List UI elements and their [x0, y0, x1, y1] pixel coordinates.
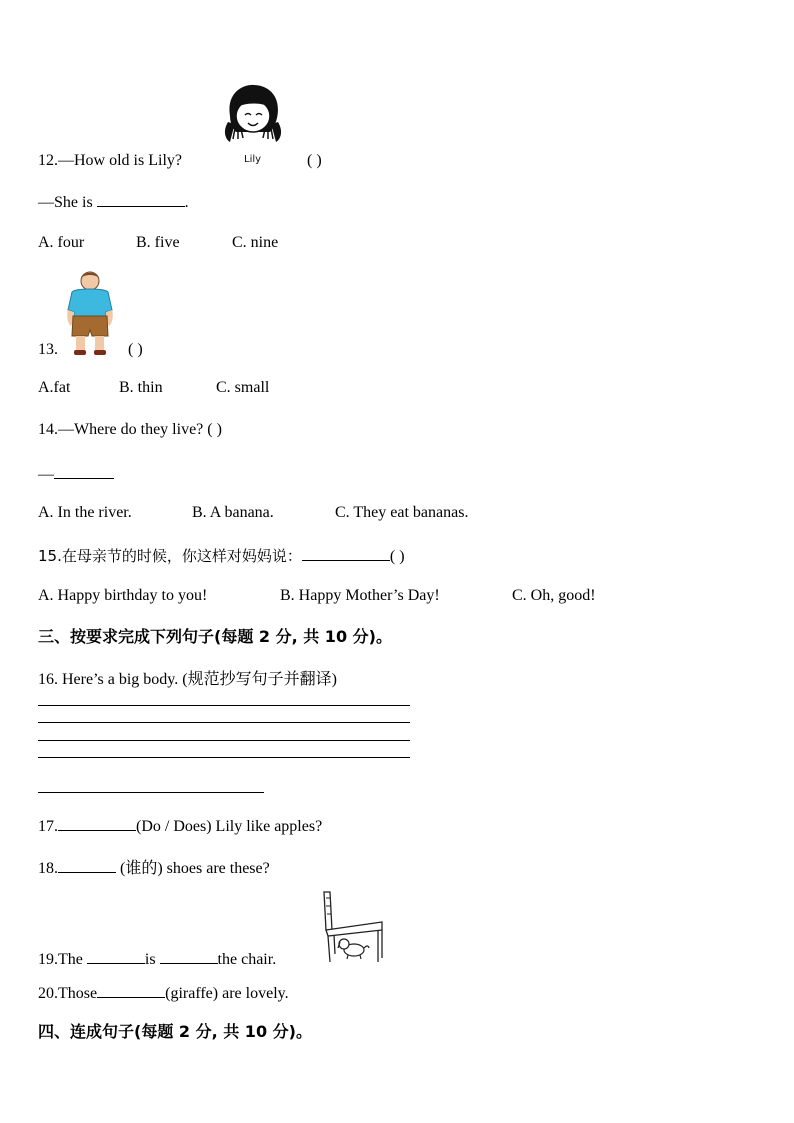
q19-blank-2[interactable] [160, 948, 218, 964]
q15-option-c[interactable]: C. Oh, good! [512, 587, 596, 604]
q18 [38, 857, 270, 879]
lily-girl-image [220, 82, 286, 166]
q12-paren: ( ) [307, 152, 322, 169]
q12-option-b[interactable]: B. five [136, 234, 180, 251]
q12-answer-prefix: —She is [38, 194, 93, 211]
q18-blank[interactable] [58, 857, 116, 873]
q14-option-c[interactable]: C. They eat bananas. [335, 504, 469, 521]
q20-prefix: 20.Those [38, 985, 98, 1002]
q16-writing-line-3[interactable] [38, 740, 410, 741]
q13-option-b[interactable]: B. thin [119, 379, 163, 396]
q12-question-text: 12.—How old is Lily? [38, 152, 182, 169]
q16-writing-line-2[interactable] [38, 722, 410, 723]
section4-heading: 四、连成句子(每题 2 分, 共 10 分)。 [38, 1022, 312, 1041]
q13-option-a[interactable]: A.fat [38, 379, 71, 396]
q13-paren: ( ) [128, 341, 143, 358]
q16-writing-line-1[interactable] [38, 705, 410, 706]
lily-caption: Lily [244, 154, 262, 165]
q15-question [38, 545, 405, 567]
q20-blank[interactable] [97, 982, 165, 998]
q19-blank-1[interactable] [87, 948, 145, 964]
q19-end: the chair. [217, 951, 277, 968]
q16-text-content: 16. Here’s a big body. (规范抄写句子并翻译) [38, 671, 337, 688]
section3-heading: 三、按要求完成下列句子(每题 2 分, 共 10 分)。 [38, 627, 392, 646]
q19 [38, 948, 276, 970]
q14-answer-blank[interactable] [54, 463, 114, 479]
q12-answer-blank[interactable] [97, 191, 185, 207]
q15-option-a[interactable]: A. Happy birthday to you! [38, 587, 208, 604]
q14-question-text: 14.—Where do they live? [38, 421, 204, 438]
q18-number: 18. [38, 860, 58, 877]
q15-answer-blank[interactable] [302, 545, 390, 561]
q14-option-a[interactable]: A. In the river. [38, 504, 132, 521]
chair-dog-image [320, 890, 386, 964]
q19-mid: is [144, 951, 156, 968]
q13-number: 13. [38, 341, 58, 358]
q16-translation-line[interactable] [38, 792, 264, 793]
q17-text: (Do / Does) Lily like apples? [136, 818, 323, 835]
q12-answer-end: . [184, 194, 189, 211]
q14-option-b[interactable]: B. A banana. [192, 504, 274, 521]
q17-blank[interactable] [58, 815, 136, 831]
q17-number: 17. [38, 818, 58, 835]
q12-option-a[interactable]: A. four [38, 234, 85, 251]
q16-text [38, 670, 337, 690]
q15-question-text: 15.在母亲节的时候，你这样对妈妈说： [38, 547, 302, 565]
q14-answer-prefix: — [38, 466, 54, 483]
q12-question [38, 151, 182, 171]
q12-option-c[interactable]: C. nine [232, 234, 279, 251]
q16-writing-line-4[interactable] [38, 757, 410, 758]
q14-paren: ( ) [207, 421, 222, 438]
q18-text: (谁的) shoes are these? [120, 860, 270, 877]
q13-option-c[interactable]: C. small [216, 379, 270, 396]
q17 [38, 815, 322, 837]
q20-text: (giraffe) are lovely. [165, 985, 289, 1002]
q15-paren: ( ) [389, 548, 405, 565]
q19-prefix: 19.The [38, 951, 83, 968]
q15-option-b[interactable]: B. Happy Mother’s Day! [280, 587, 440, 604]
q20 [38, 982, 289, 1004]
q14-question [38, 420, 222, 440]
q12-answer-line [38, 191, 189, 213]
fat-boy-image [62, 270, 118, 358]
q14-answer-line [38, 463, 114, 485]
